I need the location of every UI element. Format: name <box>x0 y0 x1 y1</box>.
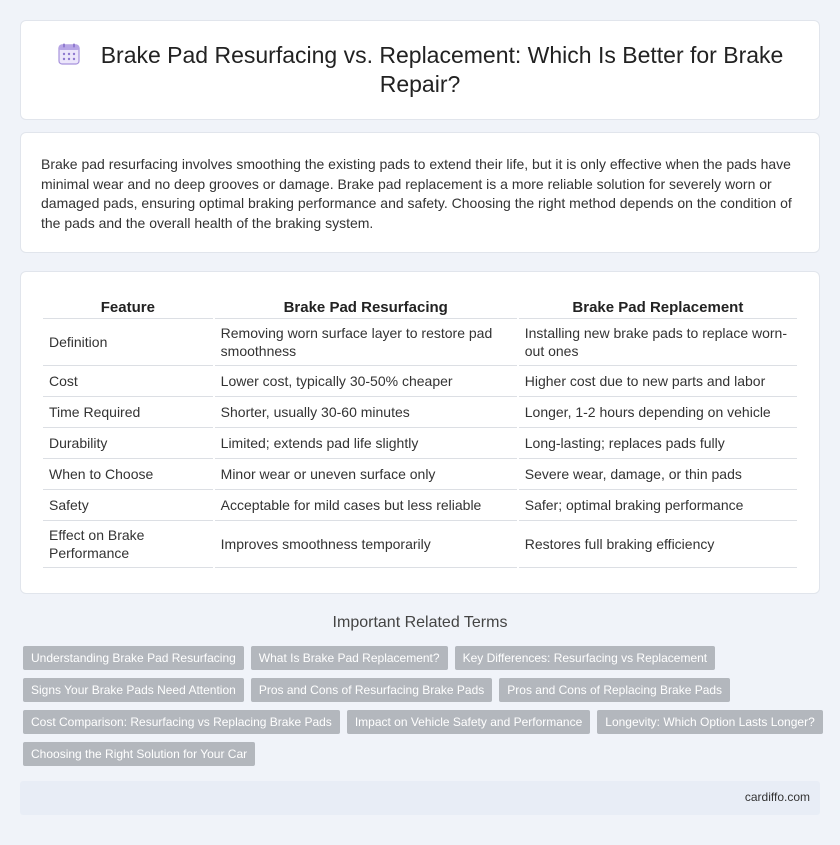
header-feature: Feature <box>43 294 213 319</box>
table-row <box>43 319 797 366</box>
related-term-tag[interactable]: Understanding Brake Pad Resurfacing <box>23 646 244 670</box>
row-resurfacing: Lower cost, typically 30-50% cheaper <box>215 366 517 397</box>
intro-card <box>20 132 820 253</box>
footer <box>20 781 820 815</box>
row-resurfacing: Improves smoothness temporarily <box>215 521 517 568</box>
row-replacement: Longer, 1-2 hours depending on vehicle <box>519 397 797 428</box>
footer-site-link[interactable]: cardiffo.com <box>744 790 810 804</box>
calendar-icon <box>57 42 81 66</box>
related-term-tag[interactable]: Cost Comparison: Resurfacing vs Replacing Brake Pads <box>23 710 340 734</box>
row-replacement: Restores full braking efficiency <box>519 521 797 568</box>
related-term-tag[interactable]: What Is Brake Pad Replacement? <box>251 646 448 670</box>
row-feature: Definition <box>43 319 213 366</box>
intro-paragraph: Brake pad resurfacing involves smoothing the existing pads to extend their life, but it is only effective when the pads have minimal wear and no deep grooves or damage. Brake pad replacement is a more reliable solution for severely worn or damaged pads, ensuring optimal braking performance and safety. Choosing the right method depends on the condition of the pads and the overall health of the braking system. <box>41 156 792 232</box>
row-resurfacing: Limited; extends pad life slightly <box>215 428 517 459</box>
row-resurfacing: Shorter, usually 30-60 minutes <box>215 397 517 428</box>
row-resurfacing: Acceptable for mild cases but less reliable <box>215 490 517 521</box>
page-title <box>41 41 799 99</box>
row-feature: Safety <box>43 490 213 521</box>
tag-row <box>23 678 823 702</box>
table-row <box>43 521 797 568</box>
header-replacement: Brake Pad Replacement <box>519 294 797 319</box>
related-term-tag[interactable]: Key Differences: Resurfacing vs Replacement <box>455 646 716 670</box>
tag-row <box>23 710 823 734</box>
header-resurfacing: Brake Pad Resurfacing <box>215 294 517 319</box>
row-feature: When to Choose <box>43 459 213 490</box>
row-replacement: Higher cost due to new parts and labor <box>519 366 797 397</box>
related-term-tag[interactable]: Pros and Cons of Resurfacing Brake Pads <box>251 678 492 702</box>
row-feature: Cost <box>43 366 213 397</box>
row-feature: Effect on Brake Performance <box>43 521 213 568</box>
related-term-tag[interactable]: Impact on Vehicle Safety and Performance <box>347 710 590 734</box>
related-terms-title: Important Related Terms <box>332 614 508 631</box>
table-header-row <box>43 294 797 319</box>
page-title-text: Brake Pad Resurfacing vs. Replacement: Which Is Better for Brake Repair? <box>100 42 784 97</box>
table-row <box>43 459 797 490</box>
related-terms-list <box>23 646 823 774</box>
comparison-card <box>20 271 820 594</box>
row-replacement: Severe wear, damage, or thin pads <box>519 459 797 490</box>
row-resurfacing: Removing worn surface layer to restore pad smoothness <box>215 319 517 366</box>
tag-row <box>23 742 823 766</box>
related-term-tag[interactable]: Signs Your Brake Pads Need Attention <box>23 678 244 702</box>
comparison-table <box>41 294 799 568</box>
row-replacement: Installing new brake pads to replace worn-out ones <box>519 319 797 366</box>
row-resurfacing: Minor wear or uneven surface only <box>215 459 517 490</box>
row-replacement: Safer; optimal braking performance <box>519 490 797 521</box>
row-feature: Time Required <box>43 397 213 428</box>
row-feature: Durability <box>43 428 213 459</box>
row-replacement: Long-lasting; replaces pads fully <box>519 428 797 459</box>
table-row <box>43 428 797 459</box>
table-row <box>43 397 797 428</box>
related-term-tag[interactable]: Pros and Cons of Replacing Brake Pads <box>499 678 730 702</box>
table-row <box>43 366 797 397</box>
tag-row <box>23 646 823 670</box>
header-card <box>20 20 820 120</box>
table-row <box>43 490 797 521</box>
related-term-tag[interactable]: Choosing the Right Solution for Your Car <box>23 742 255 766</box>
header <box>41 41 799 99</box>
related-term-tag[interactable]: Longevity: Which Option Lasts Longer? <box>597 710 822 734</box>
